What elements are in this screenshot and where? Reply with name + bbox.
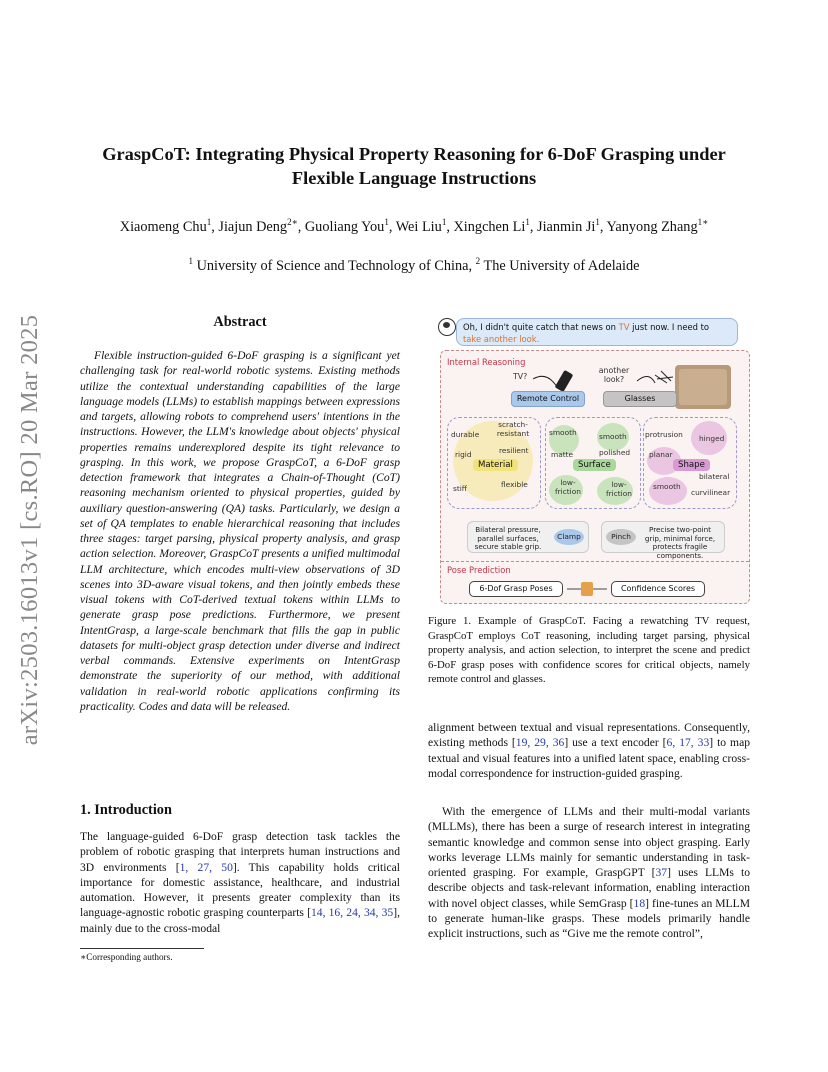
- output-link-icon: [567, 579, 607, 599]
- surface-word: smooth: [549, 428, 577, 437]
- shape-word: planar: [649, 450, 673, 459]
- figure-1: [434, 314, 750, 608]
- shape-word: smooth: [653, 482, 681, 491]
- author-list: Xiaomeng Chu$^1$, Jiajun Deng$^{2∗}$, Guoliang You$^1$, Wei Liu$^1$, Xingchen Li$^1$, Jianmin Ji$^1$, Yanyong Zhang$^{1∗}$: [119, 217, 709, 235]
- internal-reasoning-label: Internal Reasoning: [447, 357, 526, 367]
- citation-link[interactable]: 6, 17, 33: [666, 736, 710, 750]
- material-word: rigid: [455, 450, 472, 459]
- another-look-question: another look?: [598, 366, 630, 384]
- introduction-heading: 1. Introduction: [80, 802, 172, 818]
- right-column-paragraph-2: With the emergence of LLMs and their multi-modal variants (MLLMs), there has been a surge of research interest in integrating semantic knowledge and common sense into object grasping. Early works leverage LLMs mainly for semantic understanding in task-oriented grasping. For example, GraspGPT [37] uses LLMs to describe objects and task-relevant information, enabling interaction with novel object classes, while SemGrasp [18] fine-tunes an MLLM to generate human-like grasps. These models primarily handle explicit instructions, such as “Give me the remote control”,: [428, 805, 750, 940]
- remote-control-node: Remote Control: [511, 391, 585, 407]
- shape-word: bilateral: [699, 472, 730, 481]
- material-word: flexible: [501, 480, 528, 489]
- abstract-heading: Abstract: [213, 314, 267, 330]
- footnote-rule: [80, 948, 204, 949]
- arxiv-identifier: arXiv:2503.16013v1 [cs.RO] 20 Mar 2025: [16, 314, 43, 746]
- surface-word: low-friction: [555, 478, 581, 496]
- glasses-node: Glasses: [603, 391, 677, 407]
- paper-title: GraspCoT: Integrating Physical Property Reasoning for 6-DoF Grasping under Flexible Language Instructions: [102, 144, 726, 188]
- clamp-label: Clamp: [554, 529, 584, 545]
- material-label: Material: [473, 459, 518, 471]
- surface-label: Surface: [573, 459, 616, 471]
- clamp-description: Bilateral pressure, parallel surfaces, secure stable grip.: [474, 525, 542, 552]
- grasp-poses-output: 6-Dof Grasp Poses: [469, 581, 563, 597]
- user-icon: [438, 318, 456, 336]
- material-word: resilient: [499, 446, 529, 455]
- pinch-description: Precise two-point grip, minimal force, protects fragile components.: [644, 525, 716, 560]
- footnote: ∗Corresponding authors.: [80, 952, 173, 962]
- material-word: stiff: [453, 484, 467, 493]
- shape-word: protrusion: [645, 430, 683, 439]
- clamp-box: [467, 521, 589, 553]
- pose-prediction-label: Pose Prediction: [447, 565, 511, 575]
- material-word: durable: [451, 430, 480, 439]
- material-word: scratch-resistant: [496, 420, 530, 438]
- introduction-paragraph: The language-guided 6-DoF grasp detection task tackles the problem of robotic grasping that interprets human instructions and 3D environments [1, 27, 50]. This capability holds critical importance for domestic assistance, healthcare, and industrial automation. However, it presents greater complexity than its language-agnostic robotic grasping counterparts [14, 16, 24, 34, 35], mainly due to the cross-modal: [80, 830, 401, 935]
- reasoning-panel: [440, 350, 750, 604]
- shape-word: curvilinear: [691, 488, 731, 497]
- affiliations: $^1$ University of Science and Technology of China, $^2$ The University of Adelaide: [188, 256, 640, 274]
- tv-question: TV?: [513, 372, 528, 381]
- pinch-label: Pinch: [606, 529, 636, 545]
- citation-link[interactable]: 19, 29, 36: [515, 736, 565, 750]
- instruction-bubble: Oh, I didn't quite catch that news on TV just now. I need to take another look.: [456, 318, 738, 346]
- citation-link[interactable]: 18: [633, 896, 646, 910]
- confidence-scores-output: Confidence Scores: [611, 581, 705, 597]
- citation-link[interactable]: 37: [655, 866, 668, 879]
- shape-word: hinged: [699, 434, 725, 443]
- surface-word: matte: [551, 450, 574, 459]
- section-divider: [441, 561, 749, 562]
- figure-caption: Figure 1. Example of GraspCoT. Facing a rewatching TV request, GraspCoT employs CoT reasoning, including target parsing, physical property analysis, and action selection, to interpret the scene and predict 6-DoF grasp poses with confidence scores for critical objects, namely remote control and glasses.: [428, 615, 750, 685]
- abstract-text: Flexible instruction-guided 6-DoF grasping is a significant yet challenging task for real-world robotic systems. Existing methods utilize the contextual understanding capabilities of the large language models (LLMs) to establish mappings between expressions and targets, allowing robots to comprehend users' intentions in the instructions. However, the LLM's knowledge about objects' physical properties remains underexplored despite its tight relevance to grasping. In this work, we propose GraspCoT, a 6-DoF grasp detection framework that integrates a Chain-of-Thought (CoT) reasoning mechanism oriented to physical properties, guided by auxiliary question-answering (QA) tasks. Particularly, we design a set of QA templates to enable hierarchical reasoning that includes three stages: target parsing, physical property analysis, and grasp action selection. Moreover, GraspCoT presents a unified multimodal LLM architecture, which encodes multi-view observations of 3D scenes into 3D-aware visual tokens, and then jointly embeds these visual tokens with CoT-derived textual tokens within LLMs to generate grasp pose predictions. Furthermore, we present IntentGrasp, a large-scale benchmark that fills the gap in public datasets for multi-object grasp detection under diverse and indirect verbal commands. Extensive experiments on IntentGrasp demonstrate the superiority of our method, with additional validation in real-world robotic applications confirming its practicality. Codes and data will be released.: [80, 349, 400, 713]
- surface-word: low-friction: [606, 480, 632, 498]
- pinch-box: [601, 521, 725, 560]
- right-column-paragraph-1: alignment between textual and visual representations. Consequently, existing methods [19, 29, 36] use a text encoder [6, 17, 33] to map textual and visual features into a unified latent space, enabling cross-modal correspondence for instruction-guided grasping.: [428, 721, 751, 780]
- shape-label: Shape: [673, 459, 710, 471]
- citation-link[interactable]: 1, 27, 50: [179, 860, 233, 874]
- citation-link[interactable]: 14, 16, 24, 34, 35: [310, 906, 394, 920]
- surface-word: polished: [599, 448, 631, 457]
- surface-word: smooth: [599, 432, 627, 441]
